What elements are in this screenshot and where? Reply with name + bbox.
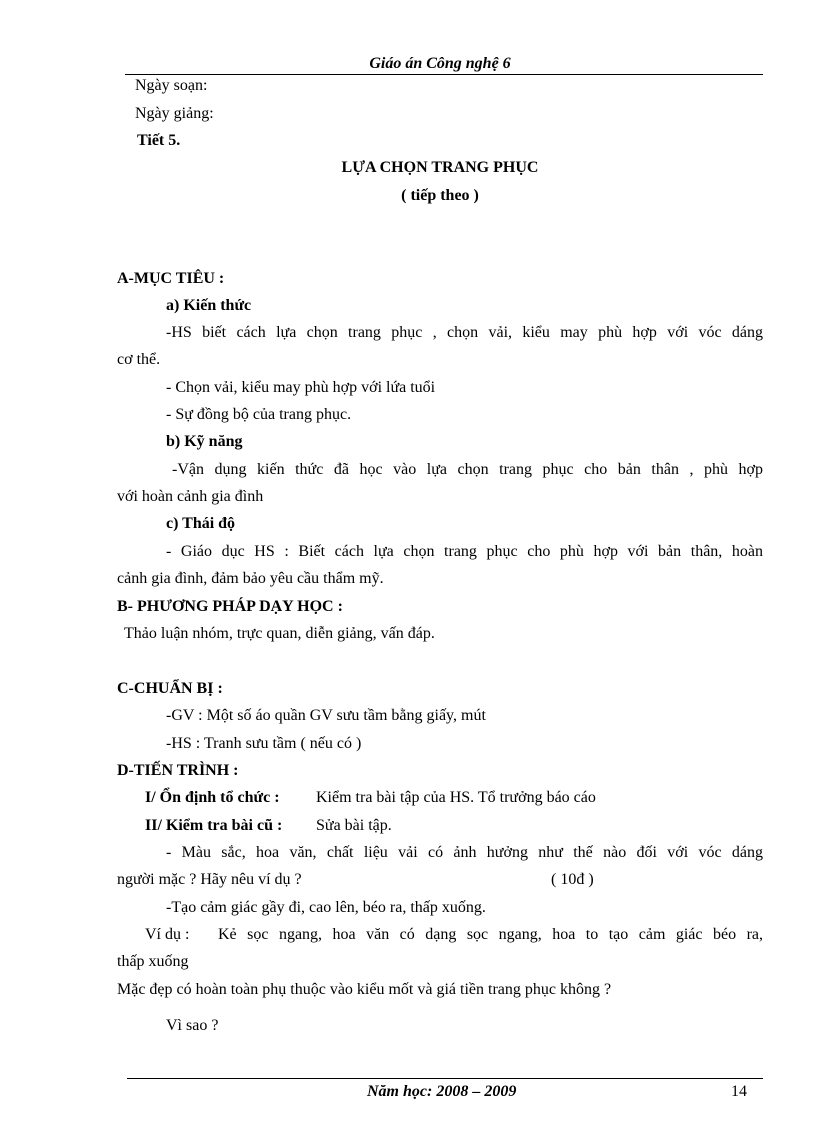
page-number: 14 [731,1083,747,1100]
a-line-3: - Chọn vải, kiểu may phù hợp với lứa tuổi [166,379,436,396]
a-line-4: - Sự đồng bộ của trang phục. [166,406,352,423]
a-line-2: cơ thể. [117,351,161,368]
a-line-1: -HS biết cách lựa chọn trang phục , chọn vải, kiểu may phù hợp với vóc dáng [166,324,763,341]
on-dinh-text: Kiểm tra bài tập của HS. Tổ trưởng báo cáo [316,789,596,806]
kiem-tra-label: II/ Kiểm tra bài cũ : [145,817,283,834]
kiem-tra-text: Sửa bài tập. [316,817,392,834]
vi-du-line-2: thấp xuống [117,953,189,970]
section-a-heading: A-MỤC TIÊU : [117,270,225,287]
section-d-heading: D-TIẾN TRÌNH : [117,762,239,779]
answer-1: -Tạo cảm giác gầy đi, cao lên, béo ra, thấp xuống. [166,899,486,916]
q1-line-2: người mặc ? Hãy nêu ví dụ ? [117,871,302,888]
b-ky-nang-heading: b) Kỹ năng [166,433,243,450]
header-title: Giáo án Công nghệ 6 [369,55,511,72]
a-kien-thuc-heading: a) Kiến thức [166,297,252,314]
section-c-heading: C-CHUẨN BỊ : [117,680,223,697]
b-line-2: với hoàn cảnh gia đình [117,488,264,505]
header-rule [125,74,763,75]
section-b-line-1: Thảo luận nhóm, trực quan, diễn giảng, vấn đáp. [124,625,435,642]
question-2: Mặc đẹp có hoàn toàn phụ thuộc vào kiểu mốt và giá tiền trang phục không ? [117,981,612,998]
question-2-why: Vì sao ? [166,1017,219,1034]
section-c-hs: -HS : Tranh sưu tầm ( nếu có ) [166,735,362,752]
vi-du-label: Ví dụ : [145,926,190,943]
section-b-heading: B- PHƯƠNG PHÁP DẠY HỌC : [117,598,343,615]
tiet: Tiết 5. [137,132,181,149]
b-line-1: -Vận dụng kiến thức đã học vào lựa chọn trang phục cho bản thân , phù hợp [172,461,763,478]
ngay-soan: Ngày soạn: [135,77,208,94]
footer-year: Năm học: 2008 – 2009 [367,1083,517,1100]
vi-du-text: Kẻ sọc ngang, hoa văn có dạng sọc ngang, hoa to tạo cảm giác béo ra, [218,926,763,943]
footer-rule [127,1078,763,1079]
q1-score: ( 10đ ) [551,871,594,888]
page-title: LỰA CHỌN TRANG PHỤC [341,159,539,176]
c-thai-do-heading: c) Thái độ [166,515,236,532]
page-subtitle: ( tiếp theo ) [401,187,479,204]
c-line-1: - Giáo dục HS : Biết cách lựa chọn trang phục cho phù hợp với bản thân, hoàn [166,543,763,560]
ngay-giang: Ngày giảng: [135,105,214,122]
q1-line-1: - Màu sắc, hoa văn, chất liệu vải có ảnh hưởng như thế nào đối với vóc dáng [166,844,763,861]
section-c-gv: -GV : Một số áo quần GV sưu tầm bằng giấy, mút [166,707,486,724]
on-dinh-label: I/ Ổn định tổ chức : [145,789,280,806]
c-line-2: cảnh gia đình, đảm bảo yêu cầu thẩm mỹ. [117,570,384,587]
